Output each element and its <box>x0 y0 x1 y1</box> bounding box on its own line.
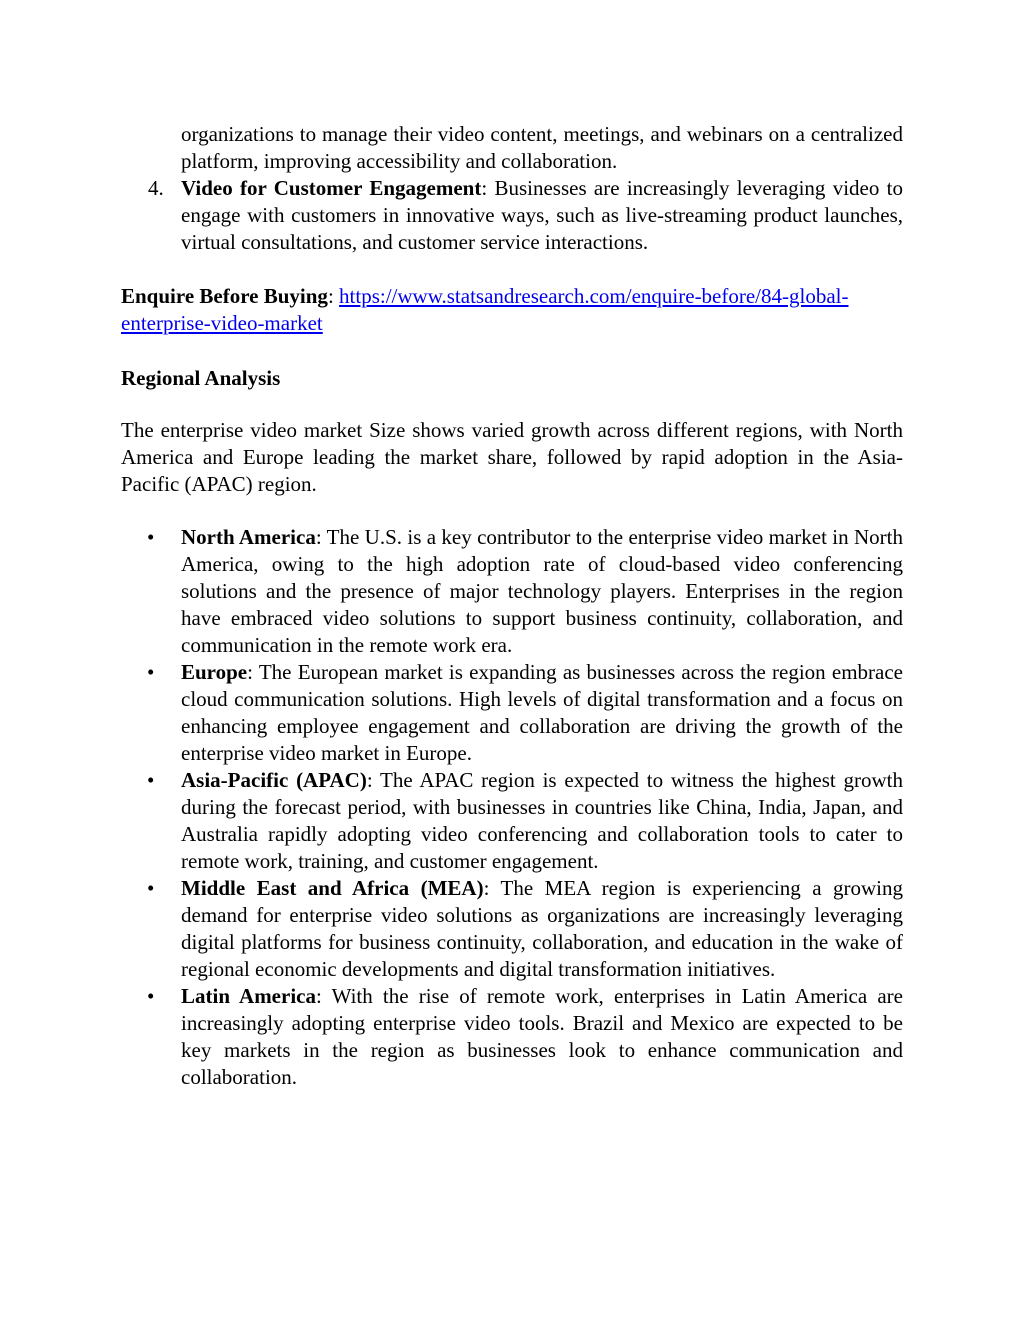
bullet-icon: • <box>147 876 155 900</box>
list-item <box>121 875 903 983</box>
list-item <box>121 659 903 767</box>
region-title: North America <box>181 525 316 549</box>
numbered-item-4 <box>121 175 903 256</box>
region-title: Latin America <box>181 984 316 1008</box>
list-item <box>121 983 903 1091</box>
item-number: 4. <box>148 176 164 200</box>
item-title: Video for Customer Engagement <box>181 176 482 200</box>
bullet-icon: • <box>147 525 155 549</box>
region-text: : The U.S. is a key contributor to the enterprise video market in North America, owing to the high adoption rate of cloud-based video conferencing solutions and the presence of major technology players. Enterprises in the region have embraced video solutions to support business continuity, collaboration, and communication in the remote work era. <box>181 525 903 657</box>
enquire-paragraph <box>121 283 903 337</box>
document-page <box>121 121 903 1091</box>
enquire-link[interactable]: https://www.statsandresearch.com/enquire-before/84-global-enterprise-video-market <box>121 284 849 335</box>
region-list <box>121 524 903 1091</box>
region-text: : The MEA region is experiencing a growing demand for enterprise video solutions as organizations are increasingly leveraging digital platforms for business continuity, collaboration, and education in the wake of regional economic developments and digital transformation initiatives. <box>181 876 903 981</box>
region-text: : The APAC region is expected to witness the highest growth during the forecast period, with businesses in countries like China, India, Japan, and Australia rapidly adopting video conferencing and collaboration tools to cater to remote work, training, and customer engagement. <box>181 768 903 873</box>
enquire-label: Enquire Before Buying <box>121 284 328 308</box>
region-text: : The European market is expanding as businesses across the region embrace cloud communication solutions. High levels of digital transformation and a focus on enhancing employee engagement and collaboration are driving the growth of the enterprise video market in Europe. <box>181 660 903 765</box>
enquire-separator: : <box>327 284 340 308</box>
section-intro: The enterprise video market Size shows varied growth across different regions, with North America and Europe leading the market share, followed by rapid adoption in the Asia-Pacific (APAC) region. <box>121 418 903 496</box>
section-heading: Regional Analysis <box>121 366 281 390</box>
region-text: : With the rise of remote work, enterprises in Latin America are increasingly adopting enterprise video tools. Brazil and Mexico are expected to be key markets in the region as businesses look to enhance communication and collaboration. <box>181 984 903 1089</box>
list-item <box>121 767 903 875</box>
region-title: Europe <box>181 660 248 684</box>
bullet-icon: • <box>147 768 155 792</box>
item-text: : Businesses are increasingly leveraging video to engage with customers in innovative ways, such as live-streaming product launches, virtual consultations, and customer service interactions. <box>181 176 903 254</box>
list-item <box>121 524 903 659</box>
bullet-icon: • <box>147 984 155 1008</box>
intro-continuation: organizations to manage their video content, meetings, and webinars on a centralized platform, improving accessibility and collaboration. <box>181 122 903 173</box>
region-title: Asia-Pacific (APAC) <box>181 768 367 792</box>
region-title: Middle East and Africa (MEA) <box>181 876 484 900</box>
bullet-icon: • <box>147 660 155 684</box>
